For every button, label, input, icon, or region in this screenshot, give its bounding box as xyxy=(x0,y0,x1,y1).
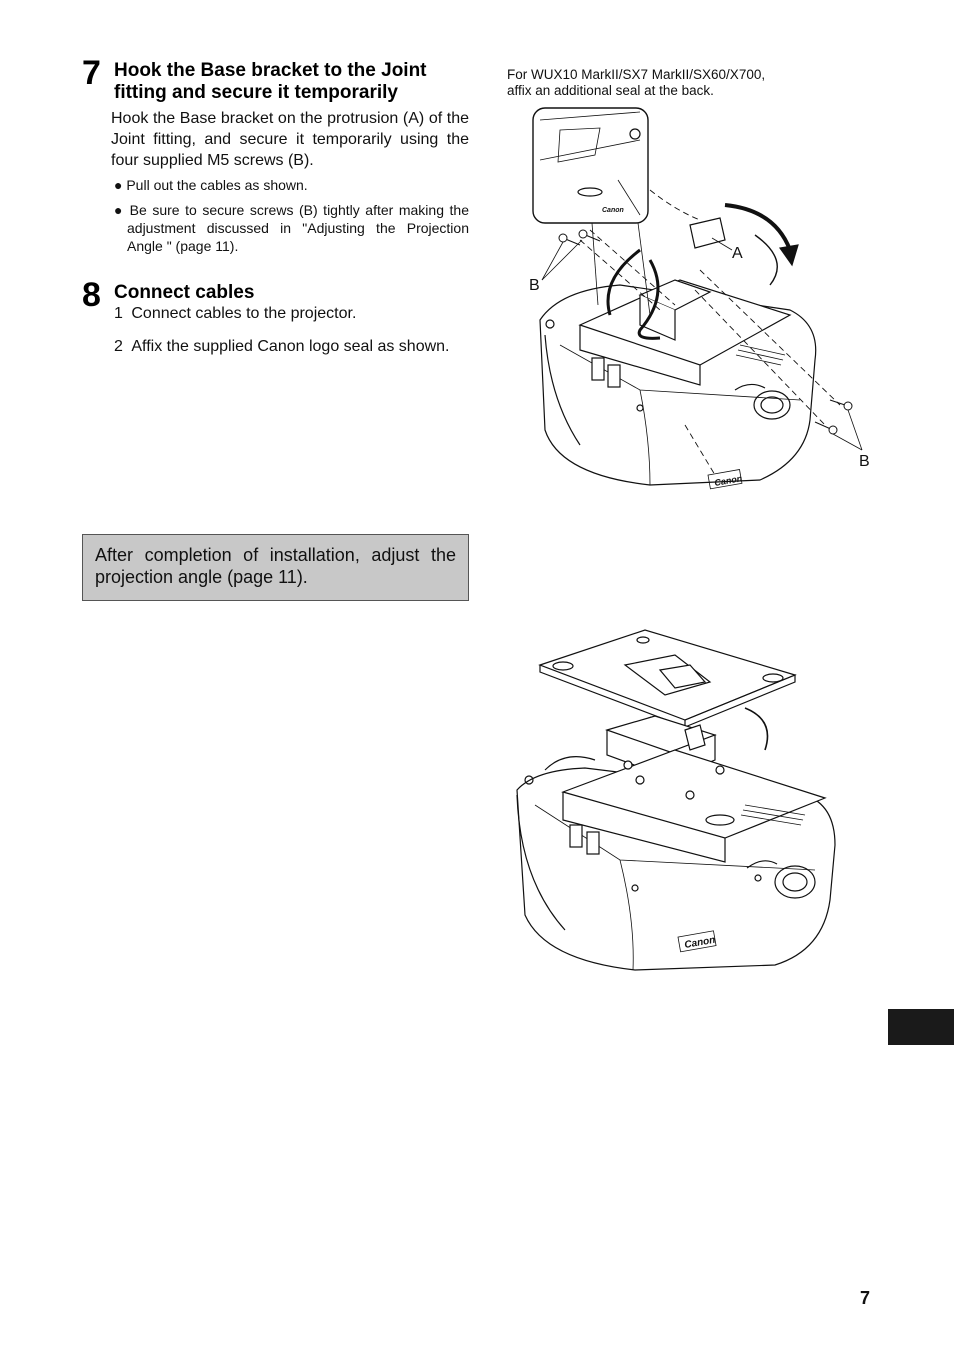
figure-1-caption xyxy=(507,67,765,99)
step-7-number: 7 xyxy=(82,54,101,92)
rotation-arrow xyxy=(725,205,790,250)
step-8-number: 8 xyxy=(82,276,101,314)
step-8-title: Connect cables xyxy=(114,282,255,303)
figure-1-installation-drawing xyxy=(500,100,890,500)
inset-logo-text: Canon xyxy=(602,207,624,214)
figure-1-caption-line2: affix an additional seal at the back. xyxy=(507,83,714,98)
screw-b-right xyxy=(815,400,852,434)
step-8-item-2-text: Affix the supplied Canon logo seal as shown. xyxy=(131,338,450,355)
step-7-title xyxy=(114,60,474,104)
figure-1-caption-line1: For WUX10 MarkII/SX7 MarkII/SX60/X700, xyxy=(507,67,766,82)
step-8-item-2-num: 2 xyxy=(114,338,123,355)
step-8-item-1 xyxy=(114,303,469,324)
step-7-bullet-2-text: ● Be sure to secure screws (B) tightly after making the adjustment discussed in "Adjusting the Projection Angle " (page 11). xyxy=(114,202,469,254)
logo-seal-text-assembled: Canon xyxy=(683,934,717,951)
label-b-left: B xyxy=(529,277,540,294)
step-8-item-1-text: Connect cables to the projector. xyxy=(131,305,357,322)
label-b-right: B xyxy=(859,453,870,470)
step-8-item-1-num: 1 xyxy=(114,305,123,322)
step-7-bullet-1: ● Pull out the cables as shown. xyxy=(114,177,308,193)
step-7-bullet-2 xyxy=(114,201,469,255)
installation-note-text: After completion of installation, adjust the projection angle (page 11). xyxy=(95,545,456,587)
page-number: 7 xyxy=(860,1288,871,1308)
figure-2-assembled-drawing xyxy=(505,620,850,980)
step-7-body: Hook the Base bracket on the protrusion (A) of the Joint fitting, and secure it temporarily using the four supplied M5 screws (B). xyxy=(111,110,469,169)
step-8-item-2 xyxy=(114,336,469,357)
step-7-title-line1: Hook the Base bracket to the Joint xyxy=(114,60,427,81)
step-7-title-line2: fitting and secure it temporarily xyxy=(114,82,398,103)
logo-seal-text: Canon xyxy=(713,473,743,488)
installation-note-box xyxy=(82,534,469,601)
side-tab xyxy=(888,1009,954,1045)
label-a: A xyxy=(732,245,743,262)
rear-seal-inset xyxy=(533,108,648,223)
